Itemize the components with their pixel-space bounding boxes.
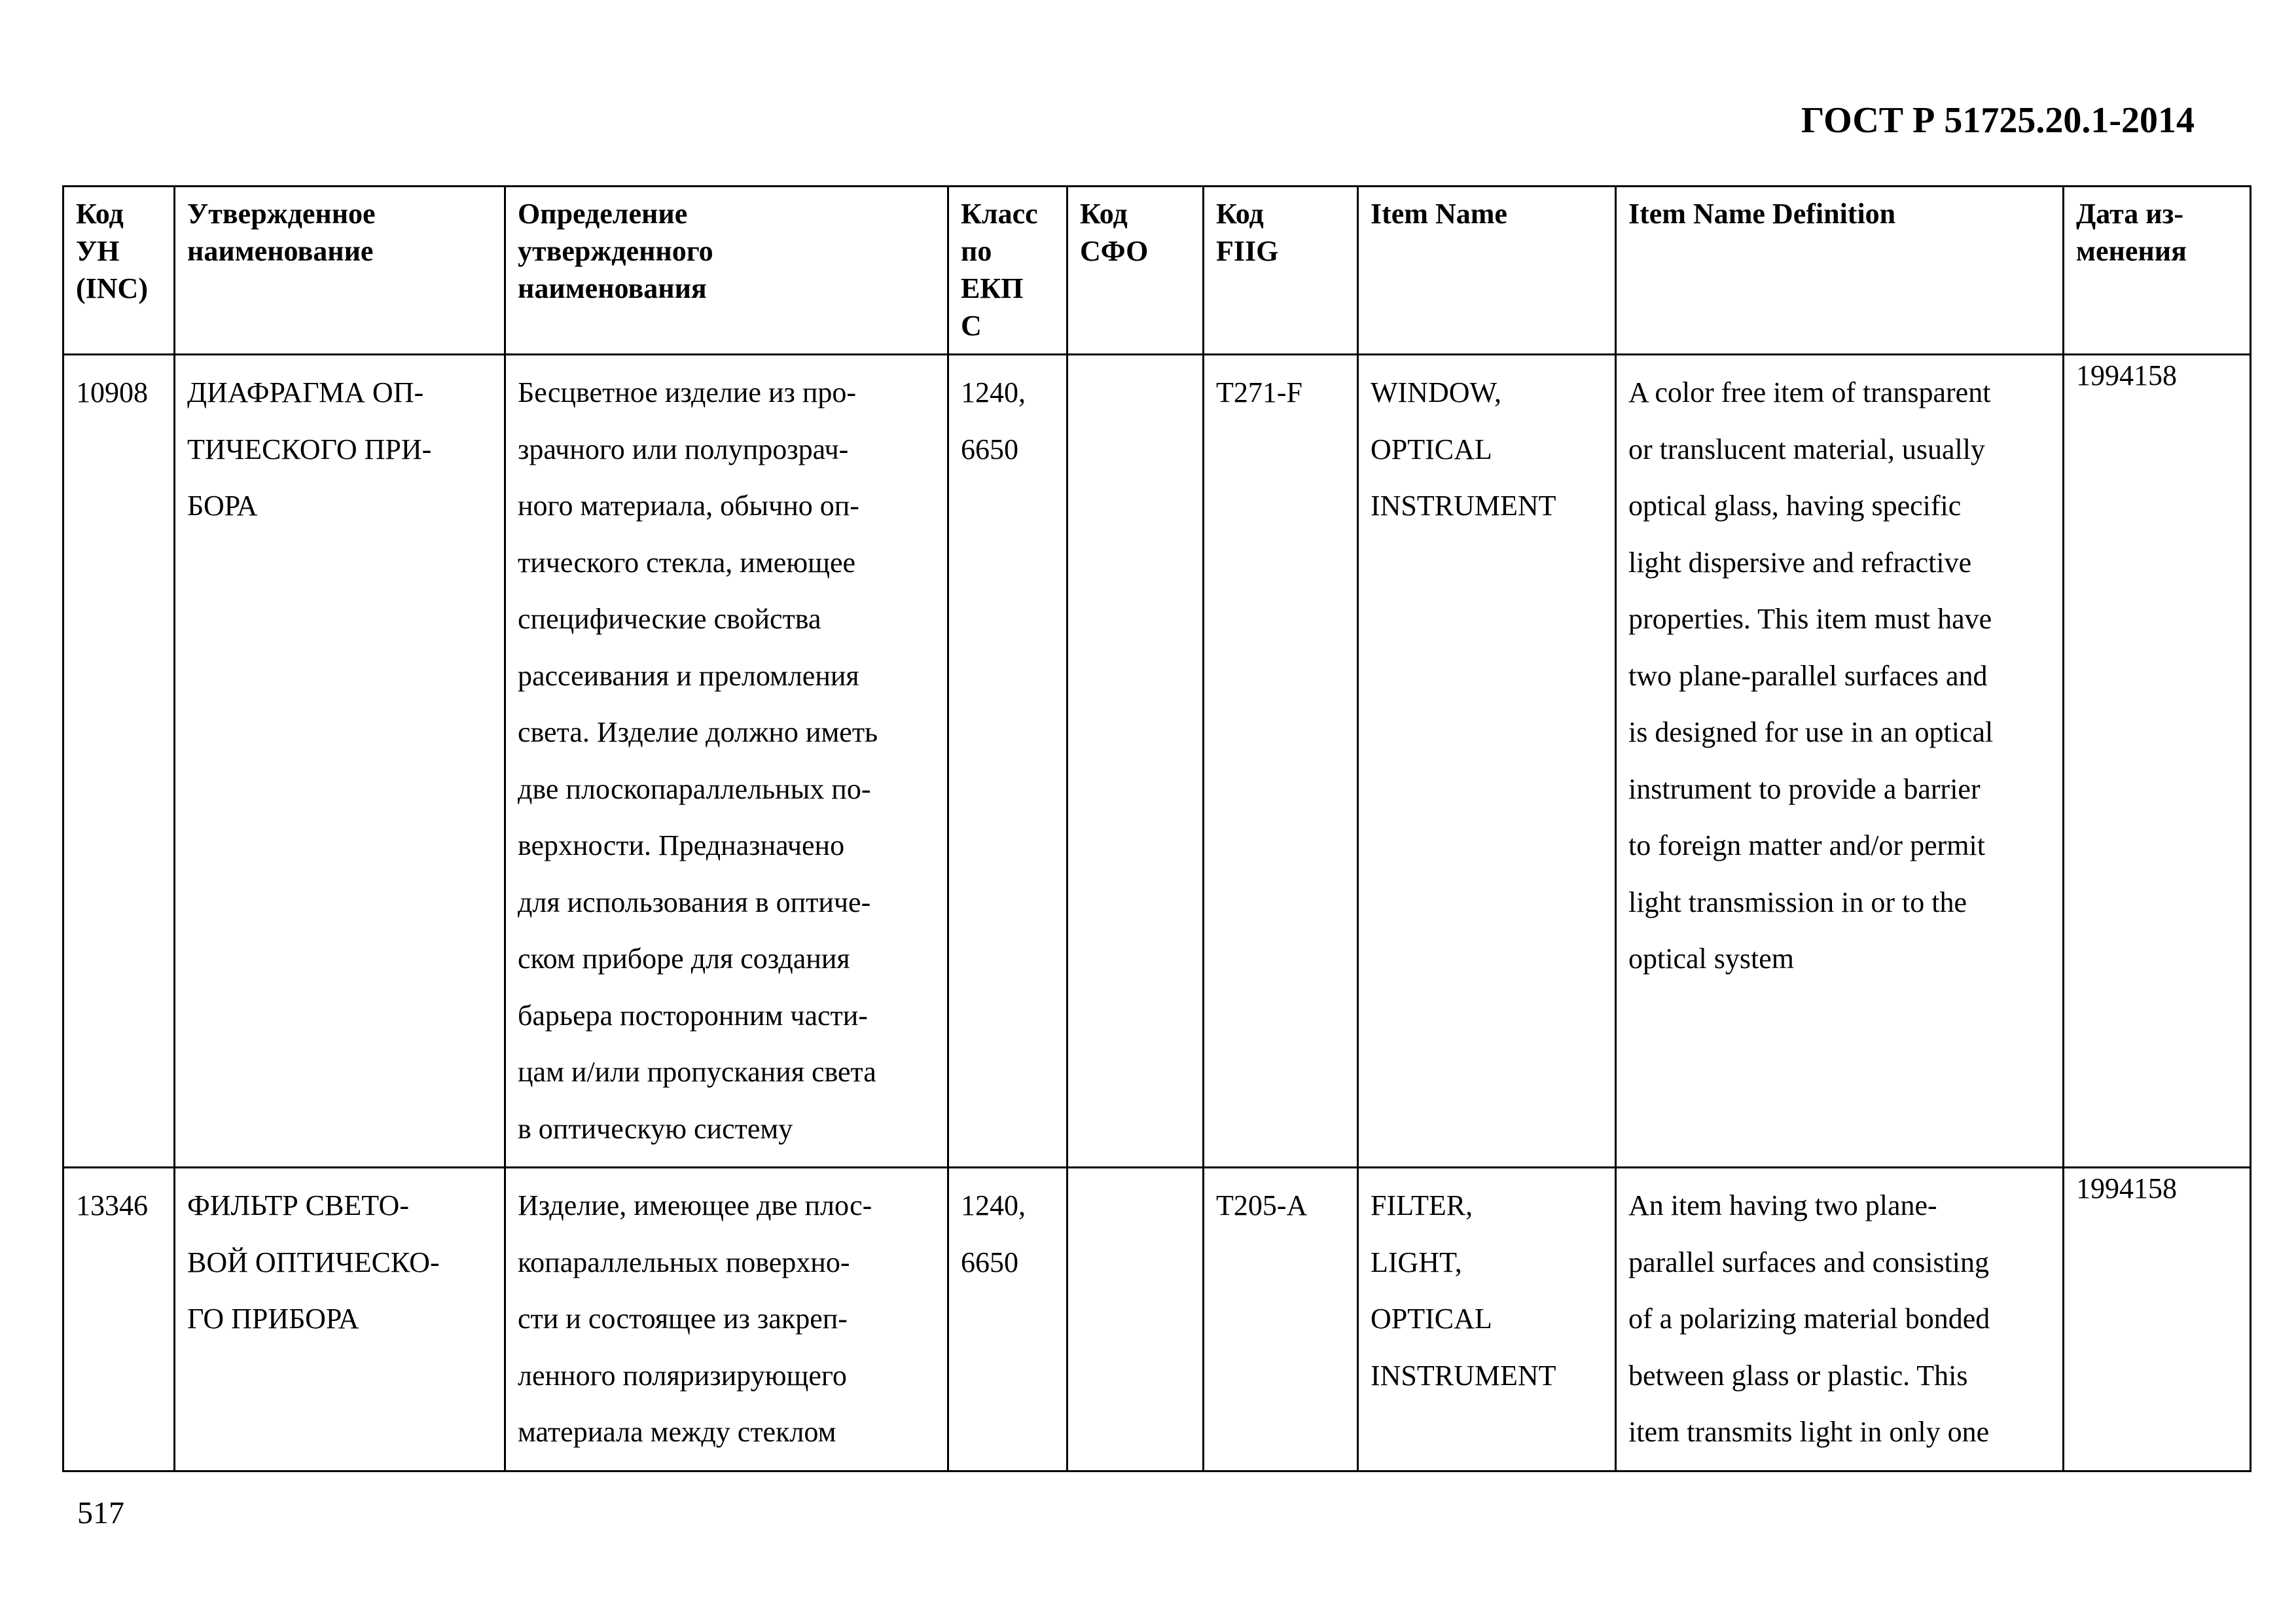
cell-sfo-code xyxy=(1067,355,1204,1168)
header-item-name-definition: Item Name Definition xyxy=(1616,187,2064,355)
cell-change-date: 1994158 xyxy=(2064,1168,2251,1471)
header-item-name: Item Name xyxy=(1358,187,1616,355)
header-inc-code: Код УН (INC) xyxy=(63,187,175,355)
cell-item-name: FILTER, LIGHT, OPTICAL INSTRUMENT xyxy=(1358,1168,1616,1471)
cell-ekps-class: 1240, 6650 xyxy=(948,355,1067,1168)
header-approved-name-definition: Определение утвержденного наименования xyxy=(505,187,948,355)
cell-item-name-definition: A color free item of transparent or translucent material, usually optical glass, having specific light dispersive and refractive properties. This item must have two plane-parallel surfaces and is designed for use in an optical instrument to provide a barrier to foreign matter and/or permit light transmission in or to the optical system xyxy=(1616,355,2064,1168)
classification-table xyxy=(62,185,2251,1472)
cell-inc-code: 13346 xyxy=(63,1168,175,1471)
page-number: 517 xyxy=(77,1496,124,1530)
cell-fiig-code: T205-A xyxy=(1204,1168,1358,1471)
cell-change-date: 1994158 xyxy=(2064,355,2251,1168)
header-ekps-class: Класс по ЕКП С xyxy=(948,187,1067,355)
header-approved-name: Утвержденное наименование xyxy=(175,187,505,355)
header-fiig-code: Код FIIG xyxy=(1204,187,1358,355)
table-row xyxy=(63,355,2251,1168)
cell-item-name-definition: An item having two plane- parallel surfaces and consisting of a polarizing material bonded between glass or plastic. This item transmits light in only one xyxy=(1616,1168,2064,1471)
cell-sfo-code xyxy=(1067,1168,1204,1471)
header-change-date: Дата из- менения xyxy=(2064,187,2251,355)
header-sfo-code: Код СФО xyxy=(1067,187,1204,355)
cell-approved-name: ДИАФРАГМА ОП- ТИЧЕСКОГО ПРИ- БОРА xyxy=(175,355,505,1168)
cell-approved-name-definition: Бесцветное изделие из про- зрачного или полупрозрач- ного материала, обычно оп- тического стекла, имеющее специфические свойства рассеивания и преломления света. Изделие должно иметь две плоскопараллельных по- верхности. Предназначено для использования в оптиче- ском приборе для создания барьера посторонним части- цам и/или пропускания света в оптическую систему xyxy=(505,355,948,1168)
cell-inc-code: 10908 xyxy=(63,355,175,1168)
table-row xyxy=(63,1168,2251,1471)
document-header-code: ГОСТ Р 51725.20.1-2014 xyxy=(1801,100,2195,141)
cell-item-name: WINDOW, OPTICAL INSTRUMENT xyxy=(1358,355,1616,1168)
cell-approved-name-definition: Изделие, имеющее две плос- копараллельных поверхно- сти и состоящее из закреп- ленного поляризирующего материала между стеклом xyxy=(505,1168,948,1471)
table-header-row xyxy=(63,187,2251,355)
cell-approved-name: ФИЛЬТР СВЕТО- ВОЙ ОПТИЧЕСКО- ГО ПРИБОРА xyxy=(175,1168,505,1471)
cell-ekps-class: 1240, 6650 xyxy=(948,1168,1067,1471)
cell-fiig-code: T271-F xyxy=(1204,355,1358,1168)
